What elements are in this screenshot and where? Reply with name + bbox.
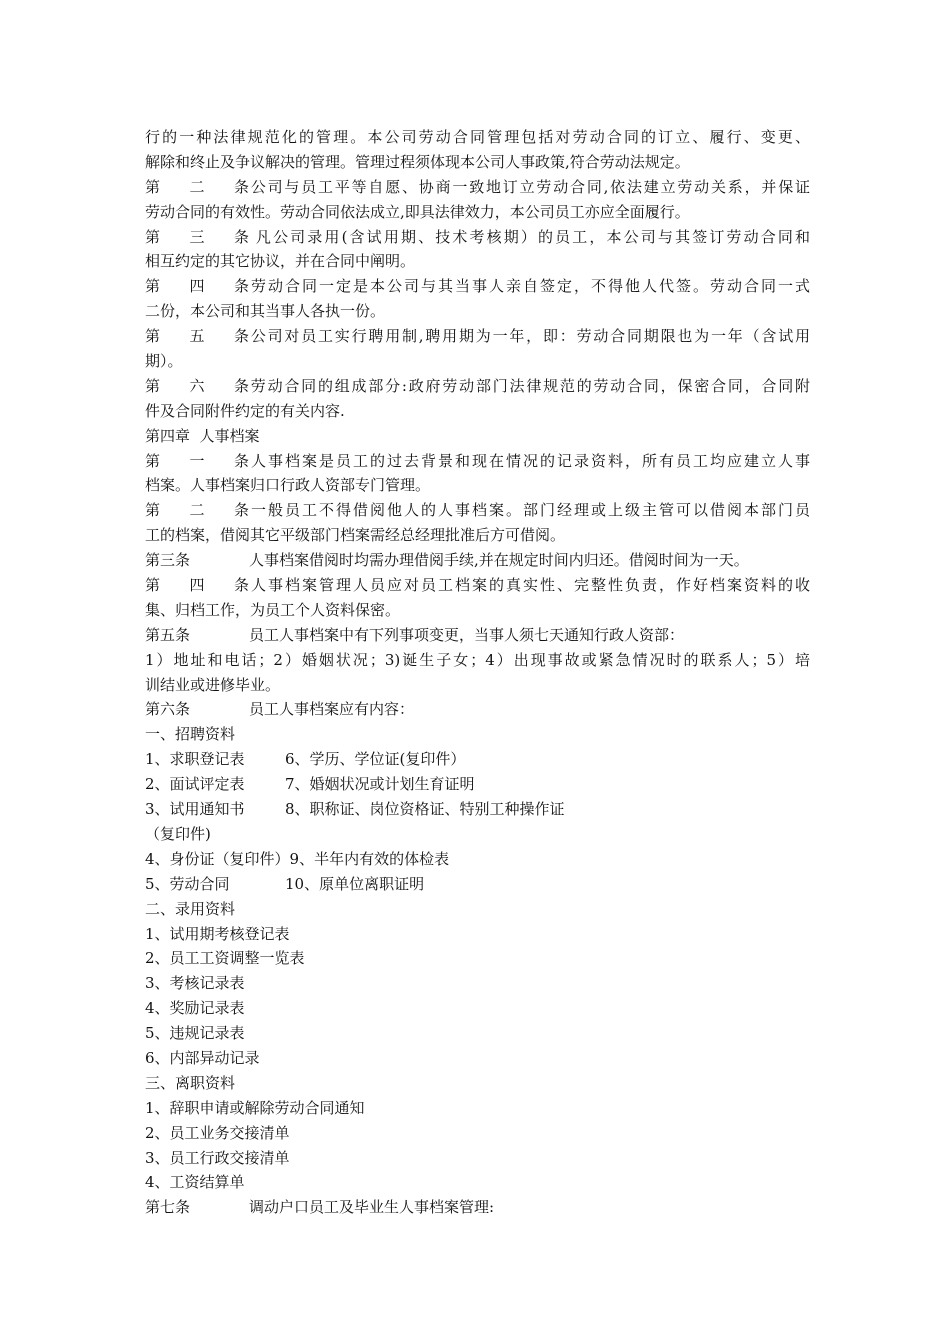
article-line bbox=[145, 573, 810, 598]
line-text: 训结业或进修毕业。 bbox=[145, 675, 281, 694]
line-text: 三、离职资料 bbox=[145, 1073, 236, 1092]
text-line bbox=[145, 523, 810, 548]
line-text: 2、员工工资调整一览表 bbox=[145, 949, 305, 968]
text-line bbox=[145, 1096, 810, 1121]
text-line bbox=[145, 424, 810, 449]
text-line bbox=[145, 897, 810, 922]
line-text: 一、招聘资料 bbox=[145, 725, 236, 744]
article-number: 第六条 bbox=[145, 376, 249, 395]
list-item-left: 1、求职登记表 bbox=[145, 750, 245, 769]
line-text: 10、原单位离职证明 bbox=[285, 874, 425, 893]
document-body bbox=[145, 125, 810, 1220]
article-number: 第一条 bbox=[145, 451, 249, 470]
article-line bbox=[145, 374, 810, 399]
line-text: 5、违规记录表 bbox=[145, 1024, 245, 1043]
line-text: 工的档案，借阅其它平级部门档案需经总经理批准后方可借阅。 bbox=[145, 526, 566, 545]
line-text: 4、工资结算单 bbox=[145, 1173, 245, 1192]
article-number: 第三条 bbox=[145, 227, 249, 246]
line-text: 7、婚姻状况或计划生育证明 bbox=[285, 775, 475, 794]
line-text: 解除和终止及争议解决的管理。管理过程须体现本公司人事政策,符合劳动法规定。 bbox=[145, 152, 690, 171]
line-text: 公司与员工平等自愿、协商一致地订立劳动合同,依法建立劳动关系，并保证 bbox=[249, 177, 810, 196]
text-line bbox=[145, 1170, 810, 1195]
text-line bbox=[145, 299, 810, 324]
line-text: 二份，本公司和其当事人各执一份。 bbox=[145, 302, 386, 321]
article-line bbox=[145, 324, 810, 349]
line-text: 人事档案管理人员应对员工档案的真实性、完整性负责，作好档案资料的收 bbox=[249, 576, 810, 595]
article-number: 第四条 bbox=[145, 576, 249, 595]
text-line bbox=[145, 996, 810, 1021]
line-text: 行的一种法律规范化的管理。本公司劳动合同管理包括对劳动合同的订立、履行、变更、 bbox=[145, 128, 810, 146]
article-number: 第六条 bbox=[145, 700, 191, 719]
text-line bbox=[145, 249, 810, 274]
text-line bbox=[145, 872, 810, 897]
text-line bbox=[145, 1121, 810, 1146]
text-line bbox=[145, 673, 810, 698]
line-text: 6、学历、学位证(复印件） bbox=[285, 750, 466, 769]
line-text: 4、奖励记录表 bbox=[145, 999, 245, 1018]
line-text: 1、试用期考核登记表 bbox=[145, 924, 290, 943]
line-text: 员工人事档案应有内容： bbox=[249, 700, 415, 719]
text-line bbox=[145, 473, 810, 498]
text-line bbox=[145, 125, 810, 150]
list-item-left: 5、劳动合同 bbox=[145, 874, 230, 893]
line-text: 调动户口员工及毕业生人事档案管理: bbox=[249, 1198, 495, 1217]
article-line bbox=[145, 623, 810, 648]
text-line bbox=[145, 971, 810, 996]
line-text: 人事档案借阅时均需办理借阅手续,并在规定时间内归还。借阅时间为一天。 bbox=[249, 551, 749, 570]
line-text: 3、员工行政交接清单 bbox=[145, 1148, 290, 1167]
line-text: 2、员工业务交接清单 bbox=[145, 1123, 290, 1142]
text-line bbox=[145, 946, 810, 971]
article-line bbox=[145, 498, 810, 523]
article-line bbox=[145, 697, 810, 722]
text-line bbox=[145, 847, 810, 872]
article-number: 第五条 bbox=[145, 625, 191, 644]
text-line bbox=[145, 822, 810, 847]
article-line bbox=[145, 225, 810, 250]
list-item-left: 2、面试评定表 bbox=[145, 775, 245, 794]
article-line bbox=[145, 449, 810, 474]
line-text: 8、职称证、岗位资格证、特别工种操作证 bbox=[285, 800, 565, 819]
line-text: 期）。 bbox=[145, 352, 183, 371]
text-line bbox=[145, 399, 810, 424]
list-item-left: 3、试用通知书 bbox=[145, 800, 245, 819]
line-text: 3、考核记录表 bbox=[145, 974, 245, 993]
line-text: （复印件) bbox=[145, 824, 211, 843]
text-line bbox=[145, 772, 810, 797]
line-text: 员工人事档案中有下列事项变更，当事人须七天通知行政人资部： bbox=[249, 625, 685, 644]
line-text: 公司对员工实行聘用制,聘用期为一年，即：劳动合同期限也为一年（含试用 bbox=[249, 327, 810, 346]
text-line bbox=[145, 1046, 810, 1071]
article-number: 第五条 bbox=[145, 327, 249, 346]
line-text: 集、归档工作，为员工个人资料保密。 bbox=[145, 600, 401, 619]
article-line bbox=[145, 548, 810, 573]
text-line bbox=[145, 648, 810, 673]
article-number: 第二条 bbox=[145, 501, 249, 520]
article-number: 第四条 bbox=[145, 277, 249, 296]
article-line bbox=[145, 1195, 810, 1220]
line-text: 档案。人事档案归口行政人资部专门管理。 bbox=[145, 476, 431, 495]
text-line bbox=[145, 349, 810, 374]
text-line bbox=[145, 747, 810, 772]
text-line bbox=[145, 1146, 810, 1171]
text-line bbox=[145, 200, 810, 225]
line-text: 劳动合同的有效性。劳动合同依法成立,即具法律效力，本公司员工亦应全面履行。 bbox=[145, 202, 690, 221]
line-text: 1）地址和电话；2）婚姻状况；3)诞生子女；4）出现事故或紧急情况时的联系人；5）培 bbox=[145, 650, 810, 669]
line-text: 劳动合同一定是本公司与其当事人亲自签定，不得他人代签。劳动合同一式 bbox=[249, 277, 810, 296]
line-text: 二、录用资料 bbox=[145, 899, 236, 918]
article-line bbox=[145, 274, 810, 299]
line-text: 1、辞职申请或解除劳动合同通知 bbox=[145, 1098, 365, 1117]
text-line bbox=[145, 1071, 810, 1096]
article-number: 第七条 bbox=[145, 1198, 191, 1217]
line-text: 第四章 人事档案 bbox=[145, 426, 260, 445]
text-line bbox=[145, 797, 810, 822]
line-text: 相互约定的其它协议，并在合同中阐明。 bbox=[145, 252, 416, 271]
line-text: 劳动合同的组成部分:政府劳动部门法律规范的劳动合同，保密合同，合同附 bbox=[249, 376, 810, 395]
text-line bbox=[145, 1021, 810, 1046]
article-line bbox=[145, 175, 810, 200]
line-text: 人事档案是员工的过去背景和现在情况的记录资料，所有员工均应建立人事 bbox=[249, 451, 810, 470]
line-text: 凡公司录用(含试用期、技术考核期）的员工，本公司与其签订劳动合同和 bbox=[249, 227, 810, 246]
text-line bbox=[145, 922, 810, 947]
line-text: 一般员工不得借阅他人的人事档案。部门经理或上级主管可以借阅本部门员 bbox=[249, 501, 810, 520]
line-text: 件及合同附件约定的有关内容. bbox=[145, 401, 345, 420]
text-line bbox=[145, 722, 810, 747]
article-number: 第二条 bbox=[145, 177, 249, 196]
line-text: 4、身份证（复印件）9、半年内有效的体检表 bbox=[145, 849, 450, 868]
text-line bbox=[145, 150, 810, 175]
text-line bbox=[145, 598, 810, 623]
article-number: 第三条 bbox=[145, 551, 191, 570]
line-text: 6、内部异动记录 bbox=[145, 1048, 260, 1067]
